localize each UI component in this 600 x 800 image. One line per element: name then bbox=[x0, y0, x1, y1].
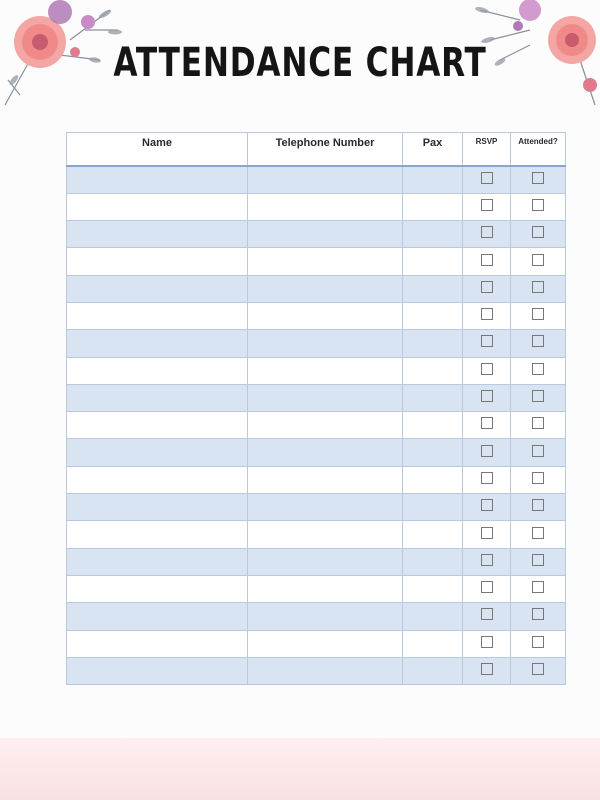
name-cell[interactable] bbox=[67, 575, 248, 602]
name-cell[interactable] bbox=[67, 657, 248, 684]
attended-cell bbox=[511, 603, 566, 630]
attended-cell bbox=[511, 248, 566, 275]
attended-checkbox[interactable] bbox=[532, 281, 544, 293]
rsvp-cell bbox=[463, 630, 511, 657]
rsvp-cell bbox=[463, 548, 511, 575]
rsvp-checkbox[interactable] bbox=[481, 199, 493, 211]
table-header-row bbox=[67, 133, 566, 167]
attended-cell bbox=[511, 357, 566, 384]
column-header-telephone: Telephone Number bbox=[248, 133, 403, 167]
telephone-cell[interactable] bbox=[248, 193, 403, 220]
table-row bbox=[67, 275, 566, 302]
telephone-cell[interactable] bbox=[248, 412, 403, 439]
table-row bbox=[67, 521, 566, 548]
pax-cell[interactable] bbox=[403, 412, 463, 439]
rsvp-cell bbox=[463, 412, 511, 439]
attended-cell bbox=[511, 221, 566, 248]
attended-checkbox[interactable] bbox=[532, 254, 544, 266]
pax-cell[interactable] bbox=[403, 330, 463, 357]
table-row bbox=[67, 248, 566, 275]
attended-checkbox[interactable] bbox=[532, 499, 544, 511]
rsvp-cell bbox=[463, 166, 511, 193]
telephone-cell[interactable] bbox=[248, 494, 403, 521]
attended-cell bbox=[511, 439, 566, 466]
footer-band bbox=[0, 738, 600, 800]
rsvp-cell bbox=[463, 357, 511, 384]
attended-cell bbox=[511, 302, 566, 329]
pax-cell[interactable] bbox=[403, 548, 463, 575]
rsvp-checkbox[interactable] bbox=[481, 226, 493, 238]
pax-cell[interactable] bbox=[403, 630, 463, 657]
attended-checkbox[interactable] bbox=[532, 608, 544, 620]
pax-cell[interactable] bbox=[403, 357, 463, 384]
attended-cell bbox=[511, 166, 566, 193]
attended-cell bbox=[511, 657, 566, 684]
rsvp-checkbox[interactable] bbox=[481, 472, 493, 484]
pax-cell[interactable] bbox=[403, 603, 463, 630]
page-title: ATTENDANCE CHART bbox=[113, 40, 487, 86]
table-row bbox=[67, 657, 566, 684]
attended-cell bbox=[511, 275, 566, 302]
attended-checkbox[interactable] bbox=[532, 472, 544, 484]
attended-cell bbox=[511, 412, 566, 439]
column-header-rsvp: RSVP bbox=[463, 133, 511, 167]
attended-cell bbox=[511, 521, 566, 548]
attended-cell bbox=[511, 494, 566, 521]
rsvp-checkbox[interactable] bbox=[481, 417, 493, 429]
table-row bbox=[67, 193, 566, 220]
telephone-cell[interactable] bbox=[248, 630, 403, 657]
attended-checkbox[interactable] bbox=[532, 172, 544, 184]
telephone-cell[interactable] bbox=[248, 275, 403, 302]
attended-checkbox[interactable] bbox=[532, 308, 544, 320]
attended-cell bbox=[511, 384, 566, 411]
attended-checkbox[interactable] bbox=[532, 390, 544, 402]
name-cell[interactable] bbox=[67, 384, 248, 411]
name-cell[interactable] bbox=[67, 193, 248, 220]
name-cell[interactable] bbox=[67, 439, 248, 466]
rsvp-checkbox[interactable] bbox=[481, 527, 493, 539]
attended-checkbox[interactable] bbox=[532, 363, 544, 375]
name-cell[interactable] bbox=[67, 221, 248, 248]
telephone-cell[interactable] bbox=[248, 657, 403, 684]
table-row bbox=[67, 412, 566, 439]
rsvp-checkbox[interactable] bbox=[481, 281, 493, 293]
column-header-name: Name bbox=[67, 133, 248, 167]
name-cell[interactable] bbox=[67, 548, 248, 575]
name-cell[interactable] bbox=[67, 330, 248, 357]
pax-cell[interactable] bbox=[403, 494, 463, 521]
table-row bbox=[67, 357, 566, 384]
telephone-cell[interactable] bbox=[248, 248, 403, 275]
rsvp-cell bbox=[463, 603, 511, 630]
name-cell[interactable] bbox=[67, 494, 248, 521]
rsvp-checkbox[interactable] bbox=[481, 554, 493, 566]
rsvp-cell bbox=[463, 193, 511, 220]
pax-cell[interactable] bbox=[403, 302, 463, 329]
table-row bbox=[67, 466, 566, 493]
column-header-pax: Pax bbox=[403, 133, 463, 167]
attended-checkbox[interactable] bbox=[532, 226, 544, 238]
rsvp-cell bbox=[463, 248, 511, 275]
telephone-cell[interactable] bbox=[248, 221, 403, 248]
attended-cell bbox=[511, 548, 566, 575]
attended-cell bbox=[511, 466, 566, 493]
attended-cell bbox=[511, 193, 566, 220]
telephone-cell[interactable] bbox=[248, 166, 403, 193]
attended-cell bbox=[511, 630, 566, 657]
rsvp-checkbox[interactable] bbox=[481, 335, 493, 347]
rsvp-checkbox[interactable] bbox=[481, 581, 493, 593]
attended-cell bbox=[511, 330, 566, 357]
name-cell[interactable] bbox=[67, 603, 248, 630]
pax-cell[interactable] bbox=[403, 466, 463, 493]
pax-cell[interactable] bbox=[403, 384, 463, 411]
rsvp-checkbox[interactable] bbox=[481, 390, 493, 402]
rsvp-checkbox[interactable] bbox=[481, 254, 493, 266]
telephone-cell[interactable] bbox=[248, 330, 403, 357]
table-row bbox=[67, 630, 566, 657]
column-header-attended: Attended? bbox=[511, 133, 566, 167]
rsvp-cell bbox=[463, 221, 511, 248]
rsvp-checkbox[interactable] bbox=[481, 608, 493, 620]
rsvp-cell bbox=[463, 466, 511, 493]
rsvp-cell bbox=[463, 275, 511, 302]
table-row bbox=[67, 439, 566, 466]
attended-checkbox[interactable] bbox=[532, 527, 544, 539]
pax-cell[interactable] bbox=[403, 657, 463, 684]
name-cell[interactable] bbox=[67, 412, 248, 439]
attended-checkbox[interactable] bbox=[532, 335, 544, 347]
name-cell[interactable] bbox=[67, 302, 248, 329]
attended-checkbox[interactable] bbox=[532, 417, 544, 429]
table-body bbox=[67, 166, 566, 685]
table-row bbox=[67, 384, 566, 411]
pax-cell[interactable] bbox=[403, 248, 463, 275]
table-row bbox=[67, 330, 566, 357]
table-row bbox=[67, 494, 566, 521]
table-row bbox=[67, 302, 566, 329]
telephone-cell[interactable] bbox=[248, 575, 403, 602]
pax-cell[interactable] bbox=[403, 166, 463, 193]
table-row bbox=[67, 603, 566, 630]
name-cell[interactable] bbox=[67, 630, 248, 657]
attended-checkbox[interactable] bbox=[532, 199, 544, 211]
table-row bbox=[67, 221, 566, 248]
telephone-cell[interactable] bbox=[248, 439, 403, 466]
table-row bbox=[67, 166, 566, 193]
telephone-cell[interactable] bbox=[248, 548, 403, 575]
table-row bbox=[67, 575, 566, 602]
telephone-cell[interactable] bbox=[248, 521, 403, 548]
telephone-cell[interactable] bbox=[248, 384, 403, 411]
rsvp-cell bbox=[463, 521, 511, 548]
rsvp-cell bbox=[463, 657, 511, 684]
rsvp-checkbox[interactable] bbox=[481, 636, 493, 648]
rsvp-checkbox[interactable] bbox=[481, 663, 493, 675]
name-cell[interactable] bbox=[67, 248, 248, 275]
attended-checkbox[interactable] bbox=[532, 581, 544, 593]
pax-cell[interactable] bbox=[403, 575, 463, 602]
rsvp-cell bbox=[463, 330, 511, 357]
rsvp-checkbox[interactable] bbox=[481, 172, 493, 184]
rsvp-checkbox[interactable] bbox=[481, 499, 493, 511]
pax-cell[interactable] bbox=[403, 521, 463, 548]
rsvp-cell bbox=[463, 494, 511, 521]
name-cell[interactable] bbox=[67, 275, 248, 302]
rsvp-cell bbox=[463, 384, 511, 411]
telephone-cell[interactable] bbox=[248, 357, 403, 384]
attended-checkbox[interactable] bbox=[532, 663, 544, 675]
pax-cell[interactable] bbox=[403, 221, 463, 248]
rsvp-cell bbox=[463, 575, 511, 602]
telephone-cell[interactable] bbox=[248, 603, 403, 630]
attended-cell bbox=[511, 575, 566, 602]
rsvp-checkbox[interactable] bbox=[481, 445, 493, 457]
pax-cell[interactable] bbox=[403, 275, 463, 302]
pax-cell[interactable] bbox=[403, 439, 463, 466]
attended-checkbox[interactable] bbox=[532, 554, 544, 566]
name-cell[interactable] bbox=[67, 521, 248, 548]
attended-checkbox[interactable] bbox=[532, 445, 544, 457]
attendance-table bbox=[66, 132, 566, 685]
rsvp-cell bbox=[463, 302, 511, 329]
name-cell[interactable] bbox=[67, 357, 248, 384]
attended-checkbox[interactable] bbox=[532, 636, 544, 648]
telephone-cell[interactable] bbox=[248, 466, 403, 493]
rsvp-cell bbox=[463, 439, 511, 466]
name-cell[interactable] bbox=[67, 166, 248, 193]
table-row bbox=[67, 548, 566, 575]
telephone-cell[interactable] bbox=[248, 302, 403, 329]
name-cell[interactable] bbox=[67, 466, 248, 493]
pax-cell[interactable] bbox=[403, 193, 463, 220]
rsvp-checkbox[interactable] bbox=[481, 308, 493, 320]
rsvp-checkbox[interactable] bbox=[481, 363, 493, 375]
